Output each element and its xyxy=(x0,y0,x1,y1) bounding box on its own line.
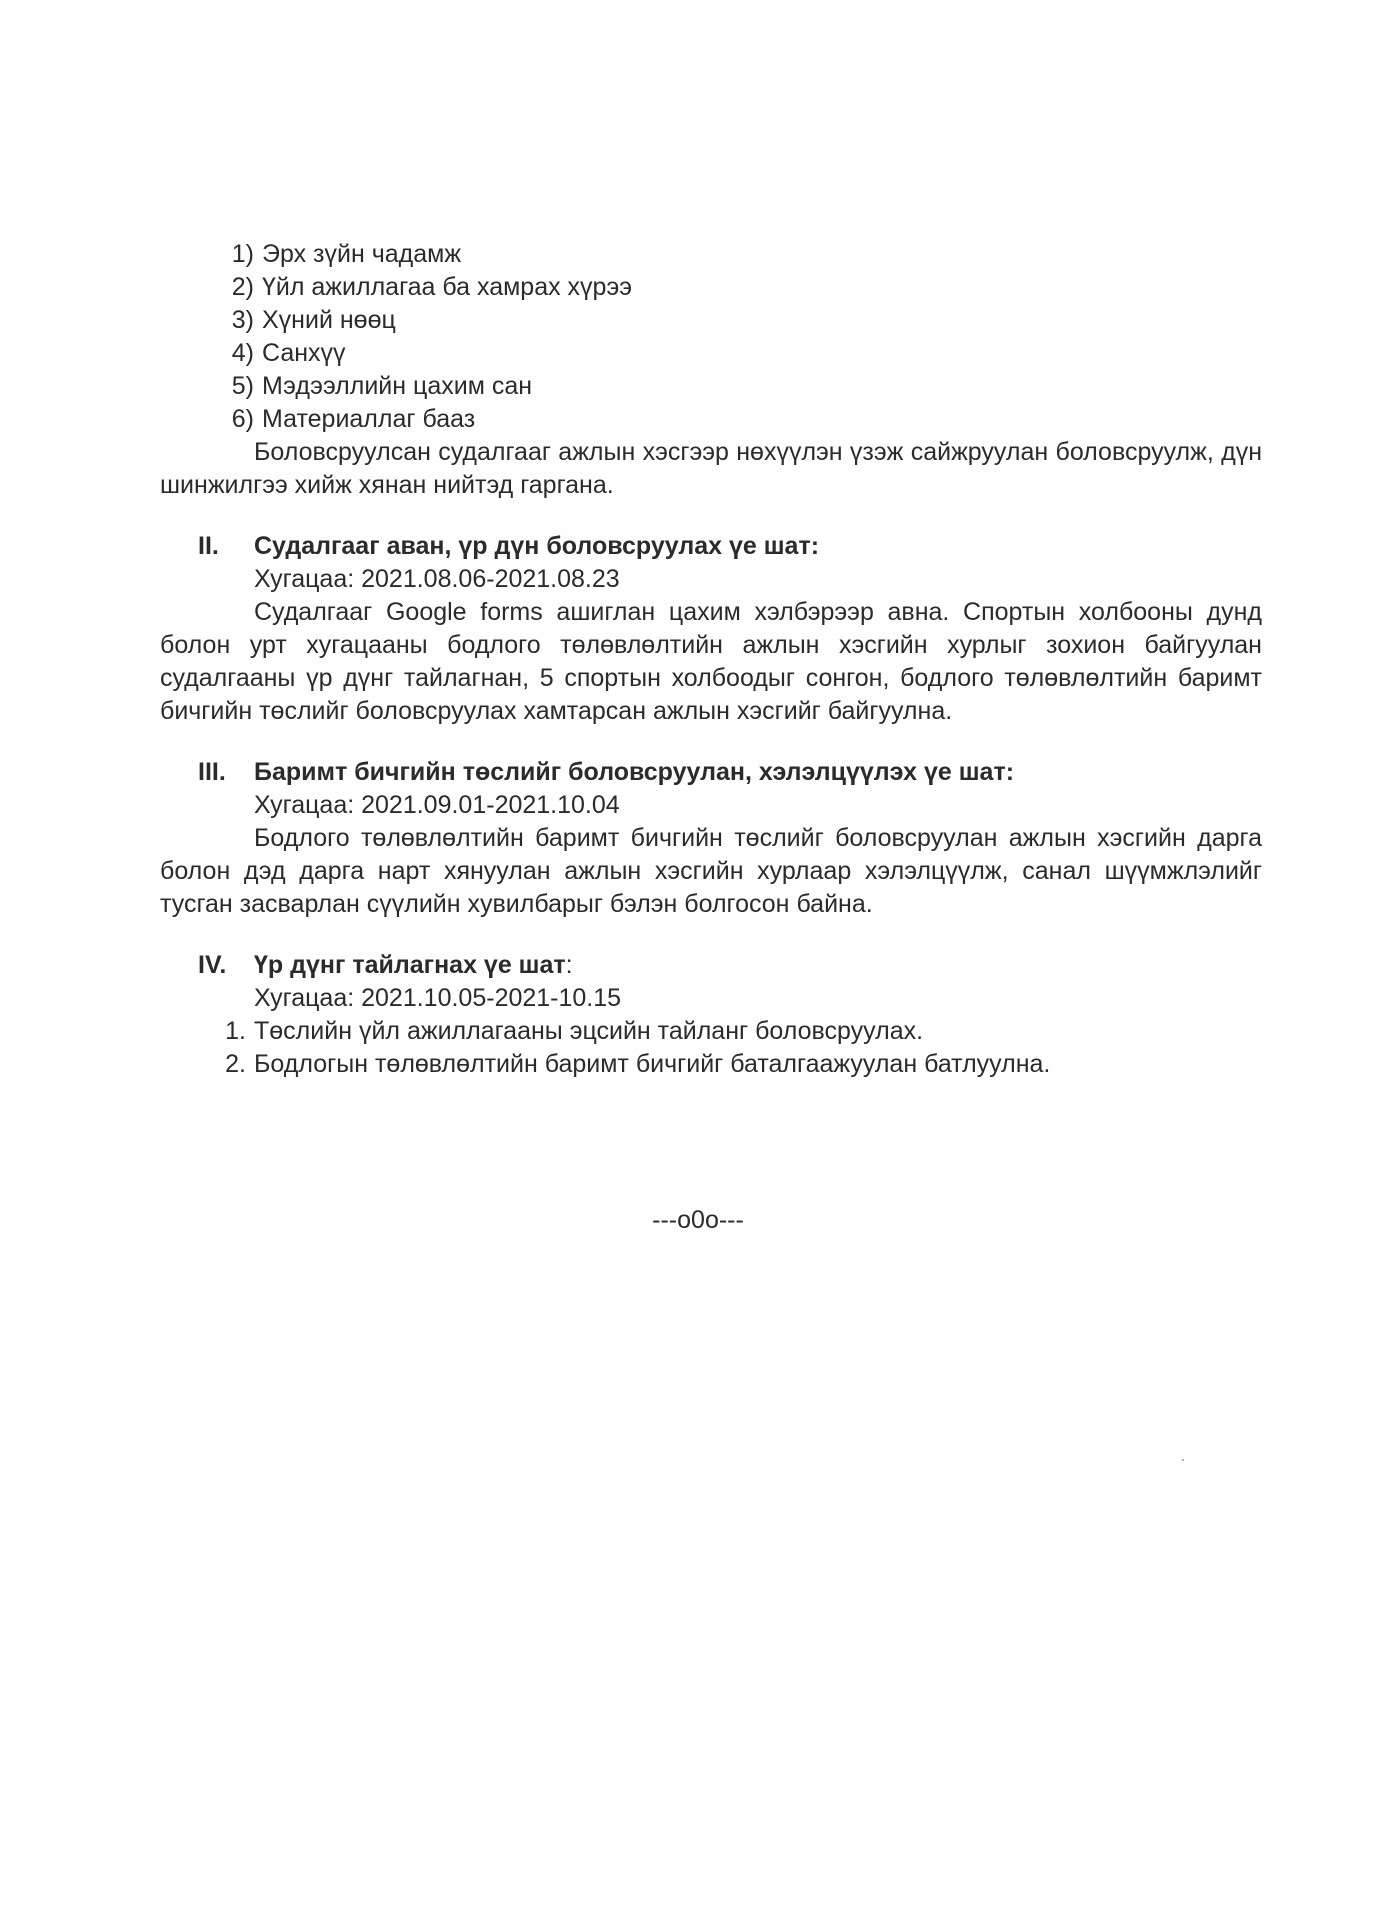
section-number: IV. xyxy=(198,951,227,979)
list-item: 3) Хүний нөөц xyxy=(231,306,396,334)
section-duration: Хугацаа: 2021.10.05-2021-10.15 xyxy=(254,984,622,1012)
section-2 xyxy=(160,530,1262,728)
section-number: II. xyxy=(198,532,219,560)
section-4 xyxy=(160,949,1262,1081)
section-heading xyxy=(160,949,1262,982)
list-item: 1. Төслийн үйл ажиллагааны эцсийн тайланг боловсруулах. xyxy=(225,1017,924,1045)
list-item: 2) Үйл ажиллагаа ба хамрах хүрээ xyxy=(231,273,632,301)
end-mark: ---o0o--- xyxy=(652,1206,744,1234)
section-title: Баримт бичгийн төслийг боловсруулан, хэлэлцүүлэх үе шат: xyxy=(254,758,1015,786)
list-item: 2. Бодлогын төлөвлөлтийн баримт бичгийг баталгаажуулан батлуулна. xyxy=(225,1050,1051,1078)
list-item: 4) Санхүү xyxy=(231,339,346,367)
section-number: III. xyxy=(198,758,226,786)
report-steps-list xyxy=(160,1015,1262,1081)
section-3 xyxy=(160,756,1262,921)
intro-paragraph: Боловсруулсан судалгааг ажлын хэсгээр нөхүүлэн үзэж сайжруулан боловсруулж, дүн шинжилгээ хийж хянан нийтэд гаргана. xyxy=(160,438,1262,499)
scan-speck xyxy=(1182,1459,1184,1461)
list-item: 5) Мэдээллийн цахим сан xyxy=(231,372,533,400)
section-title: Судалгааг аван, үр дүн боловсруулах үе шат: xyxy=(254,532,820,560)
section-title: Үр дүнг тайлагнах үе шат: xyxy=(254,951,573,979)
section-duration: Хугацаа: 2021.09.01-2021.10.04 xyxy=(254,791,620,819)
section-heading xyxy=(160,756,1262,789)
list-item: 1) Эрх зүйн чадамж xyxy=(231,240,462,268)
document-body xyxy=(160,238,1262,1081)
section-paragraph: Бодлого төлөвлөлтийн баримт бичгийн төслийг боловсруулан ажлын хэсгийн дарга болон дэд дарга нарт хянуулан ажлын хэсгийн хурлаар хэлэлцүүлж, санал шүүмжлэлийг тусган засварлан сүүлийн хувилбарыг бэлэн болгосон байна. xyxy=(160,824,1262,918)
section-duration: Хугацаа: 2021.08.06-2021.08.23 xyxy=(254,565,620,593)
list-item: 6) Материаллаг бааз xyxy=(231,405,476,433)
section-paragraph: Судалгааг Google forms ашиглан цахим хэлбэрээр авна. Спортын холбооны дунд болон урт хугацааны бодлого төлөвлөлтийн ажлын хэсгийн хурлыг зохион байгуулан судалгааны үр дүнг тайлагнан, 5 спортын холбоодыг сонгон, бодлого төлөвлөлтийн баримт бичгийн төслийг боловсруулах хамтарсан ажлын хэсгийг байгуулна. xyxy=(160,598,1262,725)
section-heading xyxy=(160,530,1262,563)
components-list xyxy=(160,238,1262,436)
